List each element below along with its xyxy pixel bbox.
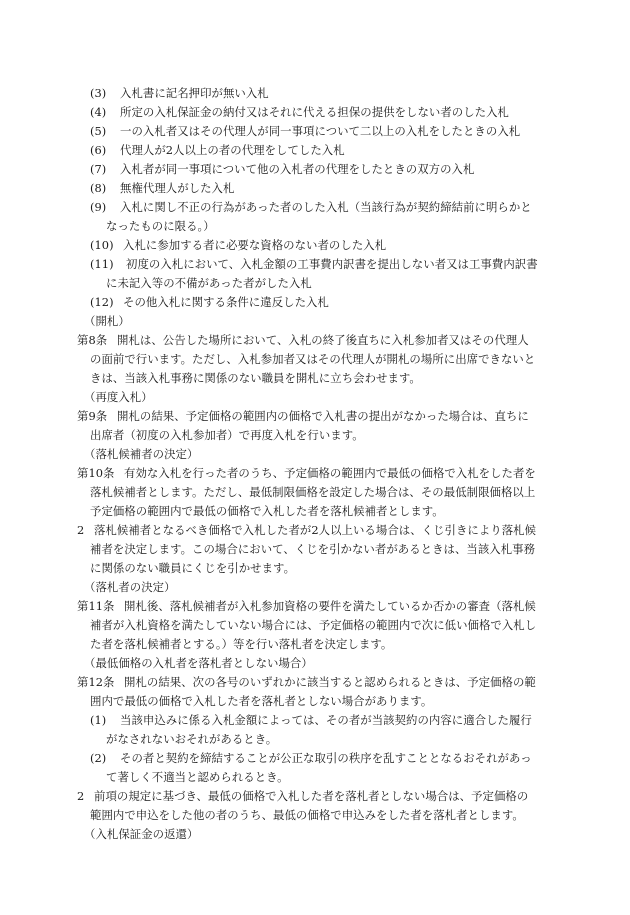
list-item: (5) 一の入札者又はその代理人が同一事項について二以上の入札をしたときの入札 [90,124,521,138]
list-item: (6) 代理人が2人以上の者の代理をしてした入札 [90,143,345,157]
list-item-continuation: がなされないおそれがあるとき。 [106,732,278,746]
list-item: (8) 無権代理人がした入札 [90,181,235,195]
list-item-continuation: て著しく不適当と認められるとき。 [106,770,289,784]
list-item: (12) その他入札に関する条件に違反した入札 [90,295,329,309]
article-paragraph: 2 落札候補者となるべき価格で入札した者が2人以上いる場合は、くじ引きにより落札候 [77,523,537,537]
article-line: 出席者（初度の入札参加者）で再度入札を行います。 [90,428,364,442]
article-11: 第11条 開札後、落札候補者が入札参加資格の要件を満たしているか否かの審査（落札候 [77,599,536,613]
list-item: (7) 入札者が同一事項について他の入札者の代理をしたときの双方の入札 [90,162,475,176]
article-line: 補者が入札資格を満たしていない場合には、予定価格の範囲内で次に低い価格で入札し [90,618,537,632]
article-12: 第12条 開札の結果、次の各号のいずれかに該当すると認められるときは、予定価格の範 [77,675,536,689]
article-line: きは、当該入札事務に関係のない職員を開札に立ち会わせます。 [90,371,421,385]
list-item-continuation: に未記入等の不備があった者がした入札 [106,276,312,290]
section-heading: （最低価格の入札者を落札者としない場合） [84,656,313,670]
section-heading: （入札保証金の返還） [84,827,199,841]
list-item: (1) 当該申込みに係る入札金額によっては、その者が当該契約の内容に適合した履行 [90,713,532,727]
section-heading: （開札） [84,314,130,328]
article-line: た者を落札候補者とする。）等を行い落札者を決定します。 [90,637,393,651]
list-item: (2) その者と契約を締結することが公正な取引の秩序を乱すこととなるおそれがあっ [90,751,532,765]
article-paragraph: 2 前項の規定に基づき、最低の価格で入札した者を落札者としない場合は、予定価格の [77,789,529,803]
article-line: 囲内で最低の価格で入札した者を落札者としない場合があります。 [90,694,433,708]
section-heading: （落札者の決定） [84,580,176,594]
section-heading: （落札候補者の決定） [84,447,199,461]
article-line: 範囲内で申込をした他の者のうち、最低の価格で申込みをした者を落札者とします。 [90,808,524,822]
section-heading: （再度入札） [84,390,153,404]
list-item: (10) 入札に参加する者に必要な資格のない者のした入札 [90,238,387,252]
article-9: 第9条 開札の結果、予定価格の範囲内の価格で入札書の提出がなかった場合は、直ちに [77,409,529,423]
article-line: 落札候補者とします。ただし、最低制限価格を設定した場合は、その最低制限価格以上 [90,485,536,499]
list-item: (9) 入札に関し不正の行為があった者のした入札（当該行為が契約締結前に明らかと [90,200,532,214]
list-item: (11) 初度の入札において、入札金額の工事費内訳書を提出しない者又は工事費内訳書 [90,257,538,271]
article-8: 第8条 開札は、公告した場所において、入札の終了後直ちに入札参加者又はその代理人 [77,333,529,347]
list-item: (4) 所定の入札保証金の納付又はそれに代える担保の提供をしない者のした入札 [90,105,509,119]
list-item-continuation: なったものに限る。） [106,219,215,233]
article-line: に関係のない職員にくじを引かせます。 [90,561,296,575]
article-line: の面前で行います。ただし、入札参加者又はその代理人が開札の場所に出席できないと [90,352,536,366]
article-10: 第10条 有効な入札を行った者のうち、予定価格の範囲内で最低の価格で入札をした者を [77,466,536,480]
list-item: (3) 入札書に記名押印が無い入札 [90,86,269,100]
article-line: 予定価格の範囲内で最低の価格で入札した者を落札候補者とします。 [90,504,444,518]
article-line: 補者を決定します。この場合において、くじを引かない者があるときは、当該入札事務 [90,542,536,556]
